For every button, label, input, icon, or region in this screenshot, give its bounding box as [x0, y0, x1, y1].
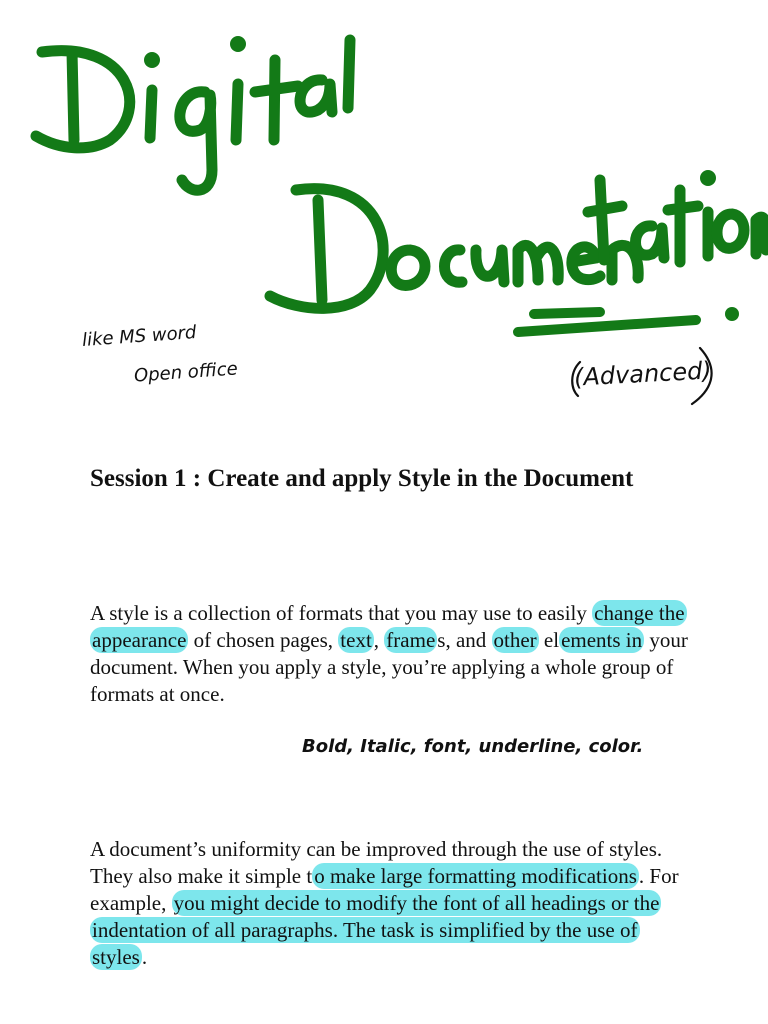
- title-line-1: [40, 20, 43, 21]
- dot-i3: [700, 170, 716, 186]
- dot-end: [725, 307, 739, 321]
- p1-text-2: of chosen pages,: [188, 628, 339, 652]
- paragraph-2: [90, 836, 690, 971]
- underline-1: [534, 312, 600, 314]
- letter-g-stroke: [180, 92, 212, 190]
- letter-a-stroke: [300, 80, 332, 112]
- p1-text-3: ,: [373, 628, 385, 652]
- p1-highlight-1: change the appearance: [92, 601, 685, 652]
- note-like-ms-word: like MS word: [81, 322, 198, 351]
- letter-D-stroke: [36, 51, 130, 148]
- letter-u-stroke: [476, 250, 504, 282]
- note-formats: Bold, Italic, font, underline, color.: [302, 736, 644, 757]
- session-title: Session 1 : Create and apply Style in the Document: [90, 465, 634, 492]
- title-line-2: [270, 180, 278, 181]
- underline-2: [518, 320, 696, 332]
- p1-highlight-4: other: [493, 628, 537, 652]
- letter-o-stroke: [391, 250, 425, 285]
- letter-m-stroke: [518, 245, 558, 282]
- letter-i2-stroke: [236, 84, 238, 140]
- dot-i1: [144, 52, 160, 68]
- p2-highlight-2: you might decide to modify the font of all headings or the indentation of all paragraphs. The task is simplified by the use of styles: [92, 891, 660, 969]
- letter-l-stroke: [348, 40, 350, 108]
- letter-o2-stroke: [717, 214, 744, 248]
- note-open-office: Open office: [133, 358, 239, 387]
- p1-text-5: el: [538, 628, 560, 652]
- p2-text-2: . For example,: [90, 864, 679, 915]
- p2-highlight-1: o make large formatting modifications: [314, 864, 637, 888]
- p1-text-6: your document. When you apply a style, you’re applying a whole group of formats at once.: [90, 628, 688, 706]
- p1-highlight-2: text: [340, 628, 372, 652]
- p2-text-3: .: [141, 945, 148, 969]
- p2-text-1: A document’s uniformity can be improved through the use of styles. They also make it simple t: [90, 837, 663, 888]
- letter-i-stroke: [150, 90, 152, 138]
- letter-D2-stroke: [270, 189, 383, 309]
- subtitle-advanced: (Advanced): [573, 356, 713, 392]
- letter-a2-stroke: [636, 226, 665, 258]
- p1-highlight-5: ements in: [561, 628, 643, 652]
- dot-i2: [230, 36, 246, 52]
- letter-t-stroke: [255, 60, 298, 140]
- p1-text-1: A style is a collection of formats that you may use to easily: [90, 601, 593, 625]
- letter-e-stroke: [572, 247, 600, 280]
- letter-c-stroke: [445, 250, 463, 282]
- letter-t3-stroke: [668, 190, 698, 262]
- p1-text-4: s, and: [437, 628, 492, 652]
- letter-n2-stroke: [756, 217, 767, 254]
- p1-highlight-3: frame: [386, 628, 436, 652]
- paragraph-1: [90, 600, 690, 708]
